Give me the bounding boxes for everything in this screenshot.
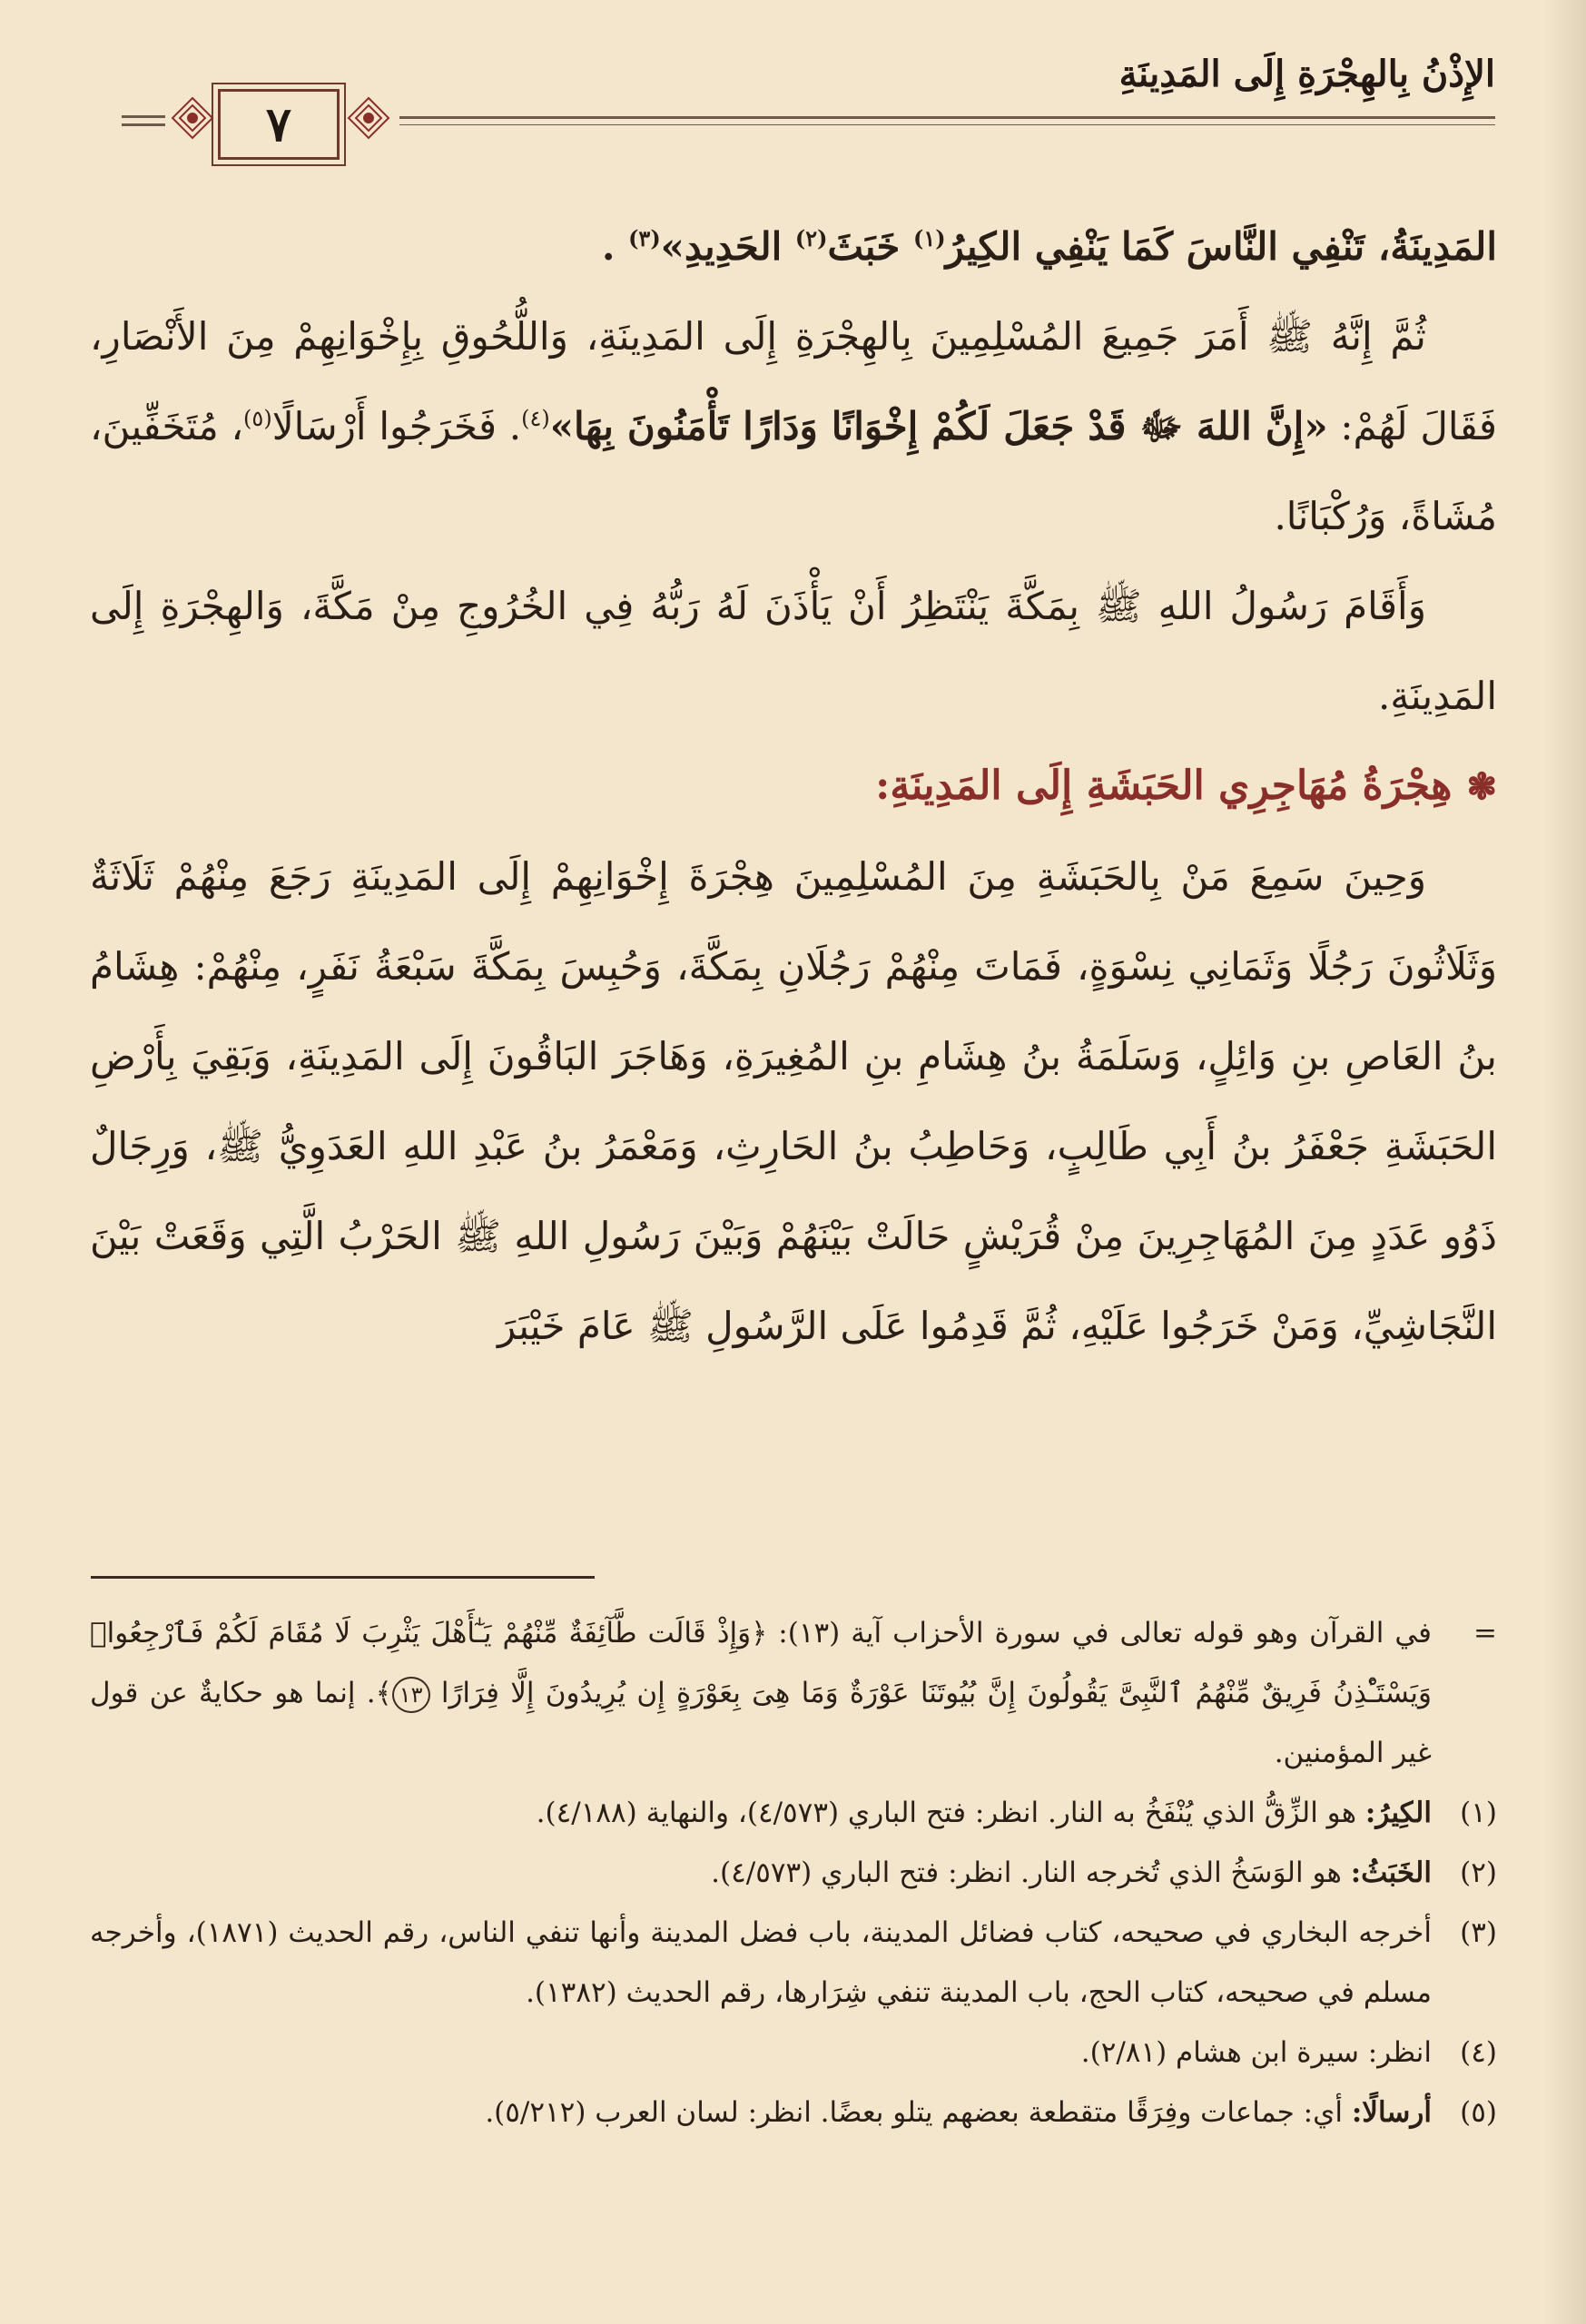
footnote-ref-4[interactable]: (٤) bbox=[521, 406, 550, 431]
hadith-text: «إِنَّ اللهَ ﷻ قَدْ جَعَلَ لَكُمْ إِخْوَانًا وَدَارًا تَأْمَنُونَ بِهَا» bbox=[549, 404, 1328, 448]
footnote-divider bbox=[91, 1576, 595, 1579]
section-heading bbox=[90, 741, 1497, 832]
footnote-ref-3[interactable]: (٣) bbox=[628, 225, 661, 251]
footnote-text: هو الزِّقُّ الذي يُنْفَخُ به النار. انظر: فتح الباري (٤/٥٧٣)، والنهاية (٤/١٨٨). bbox=[536, 1797, 1357, 1829]
footnote-4 bbox=[90, 2023, 1497, 2083]
footnote-continuation bbox=[90, 1603, 1497, 1783]
section-heading-text: هِجْرَةُ مُهَاجِرِي الحَبَشَةِ إِلَى المَدِينَةِ: bbox=[875, 763, 1453, 809]
footnote-ref-2[interactable]: (٢) bbox=[794, 225, 828, 251]
arabesque-ornament-icon bbox=[345, 94, 392, 142]
paragraph-2 bbox=[90, 291, 1497, 561]
footnote-text: هو الوَسَخُ الذي تُخرجه النار. انظر: فتح الباري (٤/٥٧٣). bbox=[711, 1856, 1342, 1889]
page-edge-shadow bbox=[1543, 0, 1586, 2324]
hadith-text: خَبَثَ bbox=[827, 224, 901, 269]
ayah-number: ١٣ bbox=[392, 1677, 430, 1713]
arabesque-ornament-icon bbox=[169, 94, 216, 142]
punctuation: . bbox=[601, 224, 616, 269]
footnote-marker: (٢) bbox=[1460, 1856, 1497, 1889]
footnote-marker: = bbox=[1473, 1617, 1497, 1649]
footnote-text: أخرجه البخاري في صحيحه، كتاب فضائل المدينة، باب فضل المدينة وأنها تنفي الناس، رقم الحديث (١٨٧١)، وأخرجه مسلم في صحيحه، كتاب الحج، باب المدينة تنفي شِرَارها، رقم الحديث (١٣٨٢). bbox=[90, 1916, 1432, 2009]
footnote-text: أي: جماعات وفِرَقًا متقطعة بعضهم يتلو بعضًا. انظر: لسان العرب (٥/٢١٢). bbox=[485, 2096, 1343, 2129]
header-rule-thin bbox=[399, 124, 1495, 125]
paragraph-1 bbox=[90, 202, 1497, 291]
footnote-5 bbox=[90, 2083, 1497, 2142]
footnote-marker: (١) bbox=[1460, 1797, 1497, 1829]
footnote-term: الخَبَثُ: bbox=[1350, 1856, 1432, 1889]
hadith-text: المَدِينَةُ، تَنْفِي النَّاسَ كَمَا يَنْفِي الكِيرُ bbox=[945, 224, 1497, 269]
narrative-text: . فَخَرَجُوا أَرْسَالًا bbox=[271, 404, 522, 448]
narrative-text: ، مُتَخَفِّينَ، مُشَاةً، وَرُكْبَانًا. bbox=[90, 404, 1497, 538]
footnote-3 bbox=[90, 1903, 1497, 2023]
hadith-text: الحَدِيدِ» bbox=[660, 224, 783, 269]
header-dashes bbox=[122, 115, 165, 132]
footnote-2 bbox=[90, 1843, 1497, 1903]
paragraph-3: وَأَقَامَ رَسُولُ اللهِ ﷺ بِمَكَّةَ يَنْتَظِرُ أَنْ يَأْذَنَ لَهُ رَبُّهُ فِي الخُرُوجِ مِنْ مَكَّةَ، وَالهِجْرَةِ إِلَى المَدِينَةِ. bbox=[90, 584, 1497, 718]
running-title: الإِذْنُ بِالهِجْرَةِ إِلَى المَدِينَةِ bbox=[1118, 53, 1495, 95]
footnote-marker: (٣) bbox=[1460, 1916, 1497, 1949]
footnote-1 bbox=[90, 1783, 1497, 1843]
main-text bbox=[90, 202, 1497, 1371]
footnote-text: في القرآن وهو قوله تعالى في سورة الأحزاب آية (١٣): bbox=[778, 1617, 1432, 1649]
footnotes bbox=[90, 1603, 1497, 2142]
header-rule bbox=[399, 116, 1495, 119]
footnote-term: الكِيرُ: bbox=[1364, 1797, 1432, 1829]
footnote-marker: (٥) bbox=[1460, 2096, 1497, 2129]
footnote-text: انظر: سيرة ابن هشام (٢/٨١). bbox=[1080, 2036, 1432, 2069]
footnote-term: أرسالًا: bbox=[1351, 2096, 1432, 2129]
paragraph-4: وَحِينَ سَمِعَ مَنْ بِالحَبَشَةِ مِنَ المُسْلِمِينَ هِجْرَةَ إِخْوَانِهِمْ إِلَى المَدِينَةِ رَجَعَ مِنْهُمْ ثَلَاثَةٌ وَثَلَاثُونَ رَجُلًا وَثَمَانِي نِسْوَةٍ، فَمَاتَ مِنْهُمْ رَجُلَانِ بِمَكَّةَ، وَحُبِسَ بِمَكَّةَ سَبْعَةُ نَفَرٍ، مِنْهُمْ: هِشَامُ بنُ العَاصِ بنِ وَائِلٍ، وَسَلَمَةُ بنُ هِشَامِ بنِ المُغِيرَةِ، وَهَاجَرَ البَاقُونَ إِلَى المَدِينَةِ، وَبَقِيَ بِأَرْضِ الحَبَشَةِ جَعْفَرُ بنُ أَبِي طَالِبٍ، وَحَاطِبُ بنُ الحَارِثِ، وَمَعْمَرُ بنُ عَبْدِ اللهِ العَدَوِيُّ ﷺ، وَرِجَالٌ ذَوُو عَدَدٍ مِنَ المُهَاجِرِينَ مِنْ قُرَيْشٍ حَالَتْ بَيْنَهُمْ وَبَيْنَ رَسُولِ اللهِ ﷺ الحَرْبُ الَّتِي وَقَعَتْ بَيْنَ النَّجَاشِيِّ، وَمَنْ خَرَجُوا عَلَيْهِ، ثُمَّ قَدِمُوا عَلَى الرَّسُولِ ﷺ عَامَ خَيْبَرَ bbox=[90, 854, 1497, 1348]
quran-close-bracket: ﴾ bbox=[375, 1677, 392, 1709]
page-number: ٧ bbox=[218, 89, 340, 160]
narrative-text: ثُمَّ إِنَّهُ ﷺ أَمَرَ جَمِيعَ المُسْلِمِينَ بِالهِجْرَةِ إِلَى المَدِينَةِ، وَاللُّحُوقِ بِإِخْوَانِهِمْ مِنَ الأَنْصَارِ، فَقَالَ لَهُمْ: bbox=[90, 314, 1497, 448]
footnote-ref-1[interactable]: (١) bbox=[913, 225, 946, 251]
footnote-text: . إنما هو حكايةٌ عن قول غير المؤمنين. bbox=[90, 1677, 1432, 1769]
footnote-marker: (٤) bbox=[1460, 2036, 1497, 2069]
quran-verse: ﴿وَإِذْ قَالَت طَّآئِفَةٌ مِّنْهُمْ يَـٰٓأَهْلَ يَثْرِبَ لَا مُقَامَ لَكُمْ فَٱرْجِعُوا۟ وَيَسْتَـْٔذِنُ فَرِيقٌ مِّنْهُمُ ٱلنَّبِىَّ يَقُولُونَ إِنَّ بُيُوتَنَا عَوْرَةٌ وَمَا هِىَ بِعَوْرَةٍ إِن يُرِيدُونَ إِلَّا فِرَارًا bbox=[90, 1617, 1432, 1709]
footnote-ref-5[interactable]: (٥) bbox=[243, 406, 272, 431]
flower-ornament-icon: ❃ bbox=[1466, 765, 1497, 808]
